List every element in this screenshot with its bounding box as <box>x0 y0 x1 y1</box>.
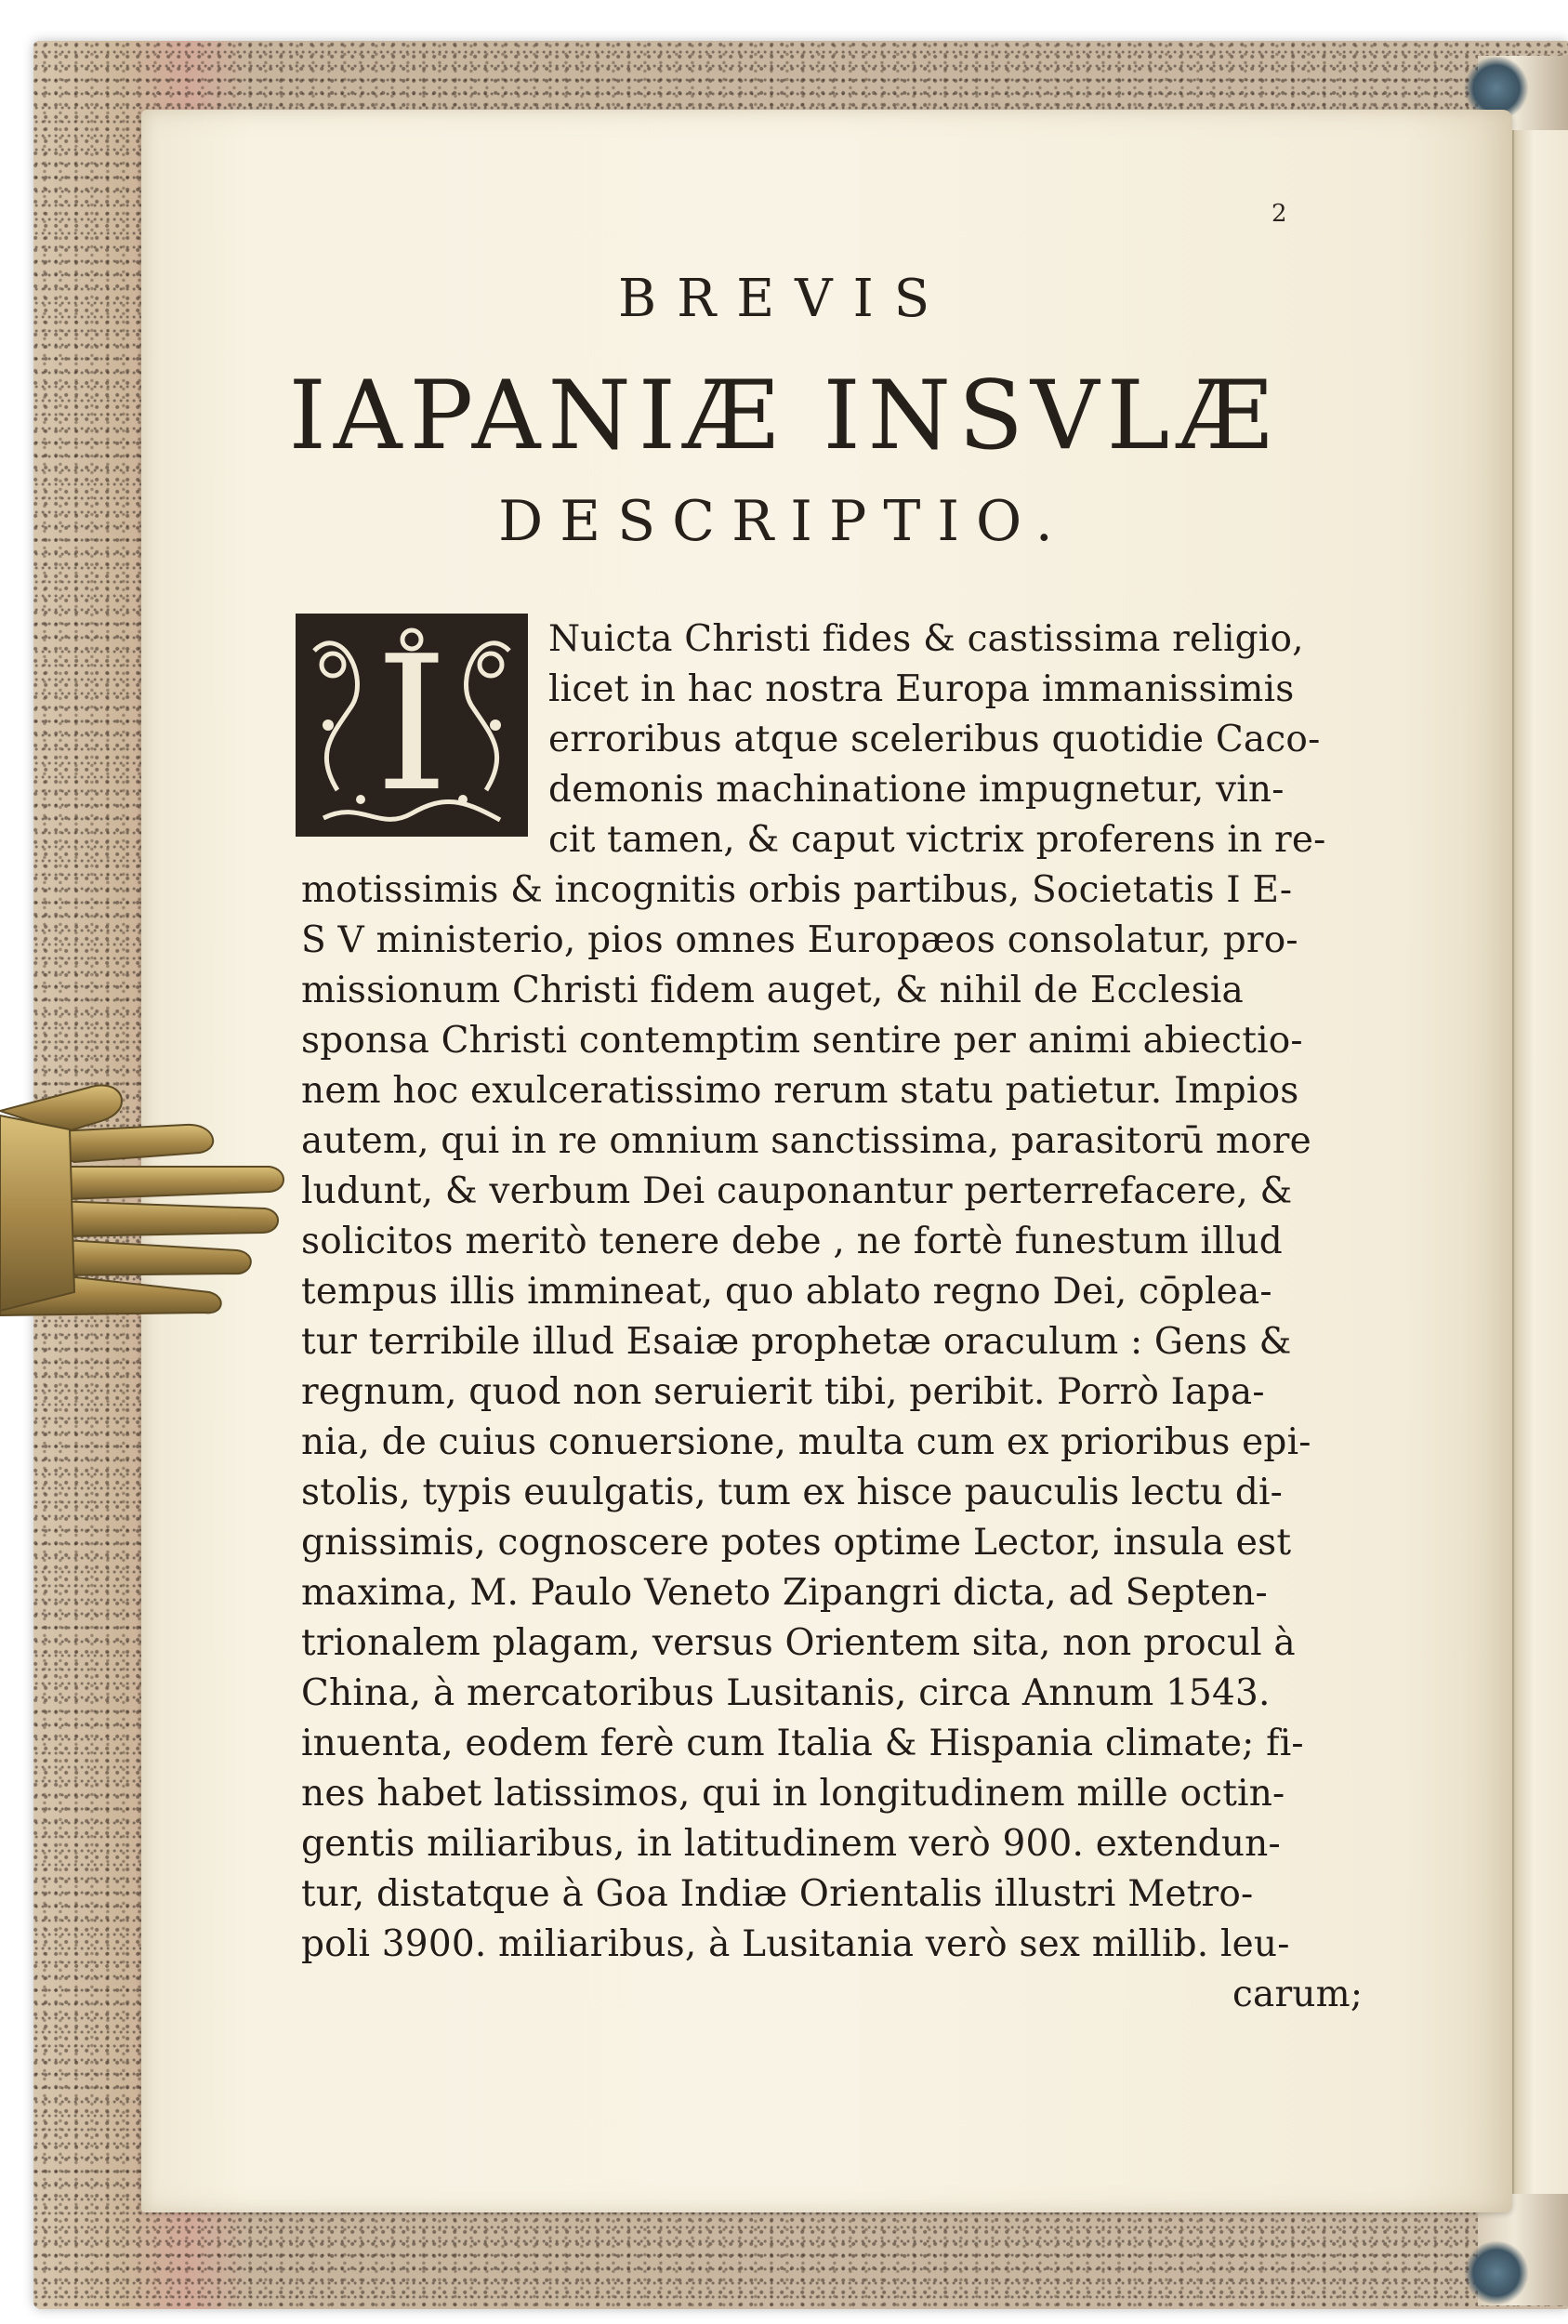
text-line: tur terribile illud Esaiæ prophetæ oraculum : Gens & <box>301 1321 1292 1363</box>
text-line: stolis, typis euulgatis, tum ex hisce pauculis lectu di- <box>301 1472 1284 1513</box>
text-line: inuenta, eodem ferè cum Italia & Hispania climate; fi- <box>301 1723 1304 1764</box>
catchword: carum; <box>1232 1974 1364 2015</box>
text-line: erroribus atque sceleribus quotidie Caco- <box>548 719 1321 760</box>
text-line: Nuicta Christi fides & castissima religio, <box>548 618 1304 660</box>
text-line: nem hoc exulceratissimo rerum statu patietur. Impios <box>301 1070 1299 1112</box>
gold-hand-bookmark-icon <box>0 1060 288 1339</box>
text-line: cit tamen, & caput victrix proferens in re- <box>548 819 1326 861</box>
text-line: nes habet latissimos, qui in longitudinem mille octin- <box>301 1773 1285 1815</box>
decorated-initial <box>296 614 528 837</box>
text-line: gentis miliaribus, in latitudinem verò 900. extendun- <box>301 1823 1281 1865</box>
title-line-2: IAPANIÆ INSVLÆ <box>288 361 1280 471</box>
text-line: tur, distatque à Goa Indiæ Orientalis illustri Metro- <box>301 1873 1254 1915</box>
text-line: China, à mercatoribus Lusitanis, circa Annum 1543. <box>301 1672 1271 1714</box>
text-line: licet in hac nostra Europa immanissimis <box>548 668 1295 710</box>
text-line: nia, de cuius conuersione, multa cum ex prioribus epi- <box>301 1421 1311 1463</box>
text-line: autem, qui in re omnium sanctissima, parasitorū more <box>301 1120 1311 1162</box>
text-line: demonis machinatione impugnetur, vin- <box>548 769 1285 811</box>
page-number: 2 <box>1272 200 1287 228</box>
text-line: motissimis & incognitis orbis partibus, Societatis I E- <box>301 869 1293 911</box>
text-line: sponsa Christi contemptim sentire per animi abiectio- <box>301 1020 1303 1062</box>
text-line: missionum Christi fidem auget, & nihil de Ecclesia <box>301 970 1244 1011</box>
text-line: tempus illis immineat, quo ablato regno Dei, cōplea- <box>301 1271 1272 1313</box>
text-line: maxima, M. Paulo Veneto Zipangri dicta, ad Septen- <box>301 1572 1268 1614</box>
text-line: gnissimis, cognoscere potes optime Lector, insula est <box>301 1522 1292 1564</box>
text-line: S V ministerio, pios omnes Europæos consolatur, pro- <box>301 919 1298 961</box>
text-line: trionalem plagam, versus Orientem sita, non procul à <box>301 1622 1296 1664</box>
text-line: poli 3900. miliaribus, à Lusitania verò sex millib. leu- <box>301 1923 1290 1965</box>
text-line: ludunt, & verbum Dei cauponantur perterrefacere, & <box>301 1170 1293 1212</box>
text-line: regnum, quod non seruierit tibi, peribit. Porrò Iapa- <box>301 1371 1265 1413</box>
title-line-1: BREVIS <box>617 269 951 329</box>
title-line-3: DESCRIPTIO. <box>498 489 1070 554</box>
initial-letter: I <box>375 616 449 833</box>
text-line: solicitos meritò tenere debe , ne fortè funestum illud <box>301 1221 1283 1262</box>
binding-thread-bottom <box>1464 2240 1529 2305</box>
